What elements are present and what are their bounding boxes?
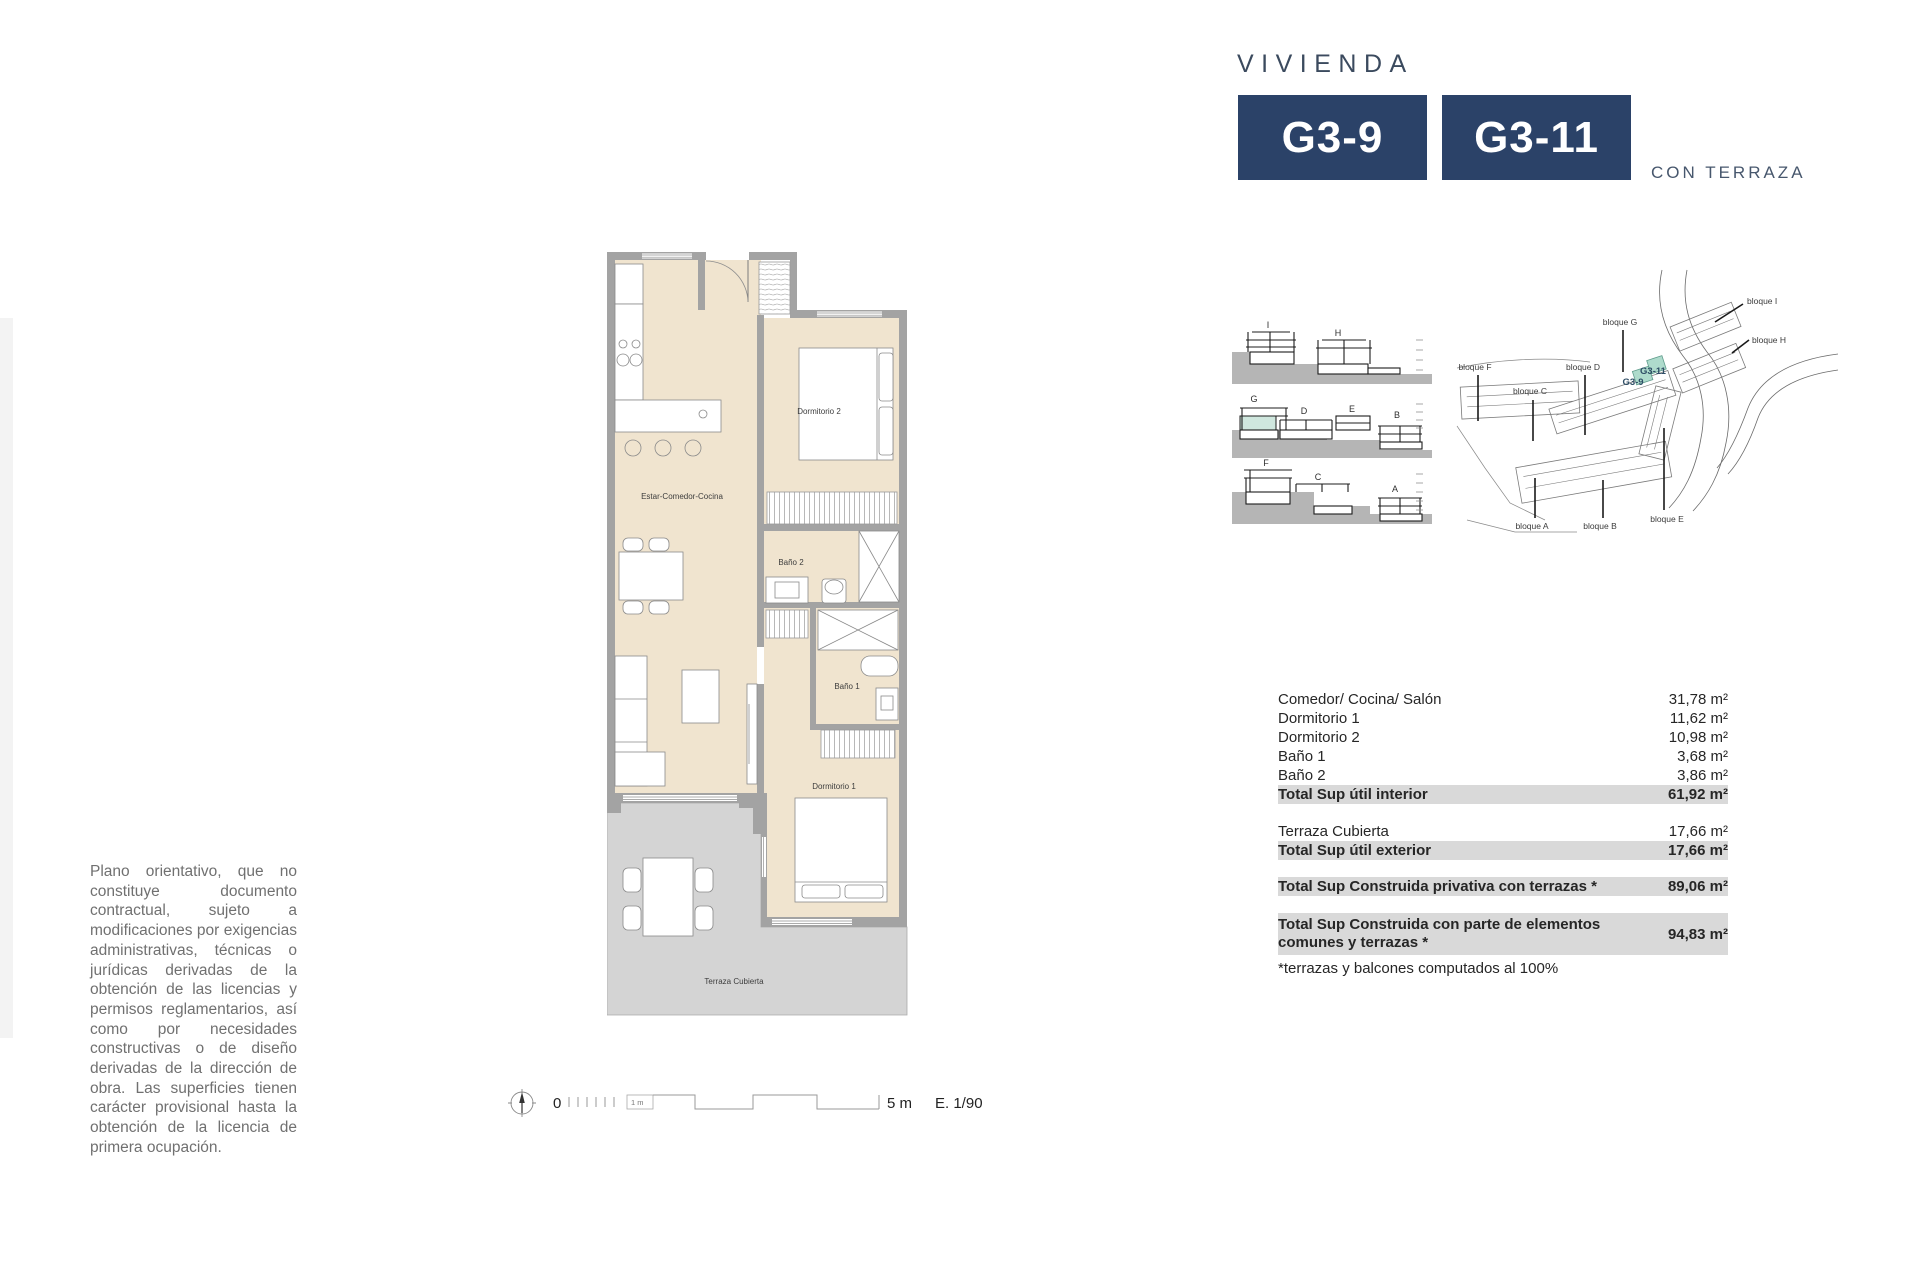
label-bano1: Baño 1 (834, 682, 860, 691)
site-label-g3-9: G3-9 (1622, 377, 1644, 388)
floor-plan-drawing (607, 252, 909, 1022)
disclaimer-text: Plano orientativo, que no constituye documento contractual, sujeto a modificaciones por exigencias administrativas, técnicas o jurídicas derivadas de la obtención de las licencias y permisos reglamentarios, así como por necesidades constructivas o de diseño derivadas de la dirección de obra. Las superficies tienen carácter provisional hasta la obtención de la licencia de primera ocupación. (90, 863, 297, 1156)
site-label-g3-11: G3-11 (1640, 366, 1666, 377)
hall-closet-hatch (766, 610, 808, 638)
unit-badge-g3-11 (1442, 95, 1631, 180)
subtitle-con-terraza: CON TERRAZA (1651, 163, 1806, 182)
left-margin-strip (0, 318, 13, 1038)
site-plan (1455, 268, 1840, 558)
scale-ticks (569, 1097, 614, 1107)
site-label-bloque-i: bloque I (1747, 296, 1778, 306)
label-dorm2: Dormitorio 2 (797, 407, 841, 416)
section-diagram-3 (1232, 456, 1432, 526)
unit-badge-g3-9-label: G3-9 (1281, 112, 1384, 162)
site-label-bloque-a: bloque A (1515, 521, 1549, 531)
section-label-a: A (1391, 484, 1399, 494)
section-label-f: F (1263, 458, 1269, 468)
scale-1m-label: 1 m (631, 1098, 644, 1107)
section-diagram-2 (1232, 390, 1432, 458)
section-label-h: H (1334, 328, 1342, 338)
table-note: *terrazas y balcones computados al 100% (1278, 960, 1559, 977)
label-terraza: Terraza Cubierta (704, 977, 764, 986)
scale-ratio-label: E. 1/90 (935, 1095, 983, 1112)
section-label-d: D (1300, 406, 1308, 416)
table-row-total-interior: Total Sup útil interior 61,92 m² (1278, 786, 1728, 803)
north-compass-icon (508, 1089, 536, 1117)
table-row: Dormitorio 2 10,98 m² (1278, 729, 1728, 746)
site-label-bloque-e: bloque E (1650, 514, 1684, 524)
section-label-i: I (1266, 320, 1270, 330)
dorm1-furniture (795, 798, 887, 902)
table-row-total-construida: Total Sup Construida con parte de elementos comunes y terrazas * 94,83 m² (1278, 913, 1728, 955)
scale-bar (505, 1088, 1015, 1128)
label-living: Estar-Comedor-Cocina (641, 492, 723, 501)
site-label-bloque-g: bloque G (1602, 317, 1638, 327)
label-bano2: Baño 2 (778, 558, 804, 567)
scale-5m-label: 5 m (887, 1095, 913, 1112)
areas-table (1278, 690, 1728, 978)
section-label-g: G (1250, 394, 1258, 404)
table-row: Baño 1 3,68 m² (1278, 748, 1728, 765)
table-row-total-privativa: Total Sup Construida privativa con terrazas * 89,06 m² (1278, 878, 1728, 895)
table-row: Dormitorio 1 11,62 m² (1278, 710, 1728, 727)
site-label-bloque-c: bloque C (1512, 386, 1548, 396)
dorm2-furniture (799, 348, 893, 460)
scale-zero-label: 0 (553, 1095, 562, 1112)
entry-closet-shelves (759, 262, 790, 314)
site-label-bloque-h: bloque H (1752, 335, 1787, 345)
unit-badge-g3-11-label: G3-11 (1474, 112, 1599, 162)
table-row: Baño 2 3,86 m² (1278, 767, 1728, 784)
site-label-bloque-b: bloque B (1583, 521, 1617, 531)
unit-badge-g3-9 (1238, 95, 1427, 180)
site-label-bloque-d: bloque D (1565, 362, 1601, 372)
table-row-total-exterior: Total Sup útil exterior 17,66 m² (1278, 842, 1728, 859)
site-roads (1660, 270, 1838, 511)
dorm1-closet-hatch (821, 730, 895, 758)
section-diagram-1 (1232, 318, 1432, 386)
section-label-c: C (1314, 472, 1322, 482)
table-row: Comedor/ Cocina/ Salón 31,78 m² (1278, 691, 1728, 708)
section-label-b: B (1393, 410, 1401, 420)
table-row: Terraza Cubierta 17,66 m² (1278, 823, 1728, 840)
scale-stepped-bar (653, 1095, 879, 1109)
section-label-e: E (1348, 404, 1356, 414)
page-title: VIVIENDA (1237, 50, 1414, 78)
label-dorm1: Dormitorio 1 (812, 782, 856, 791)
site-label-bloque-f: bloque F (1458, 362, 1492, 372)
dorm2-wardrobe-hatch (767, 492, 897, 524)
